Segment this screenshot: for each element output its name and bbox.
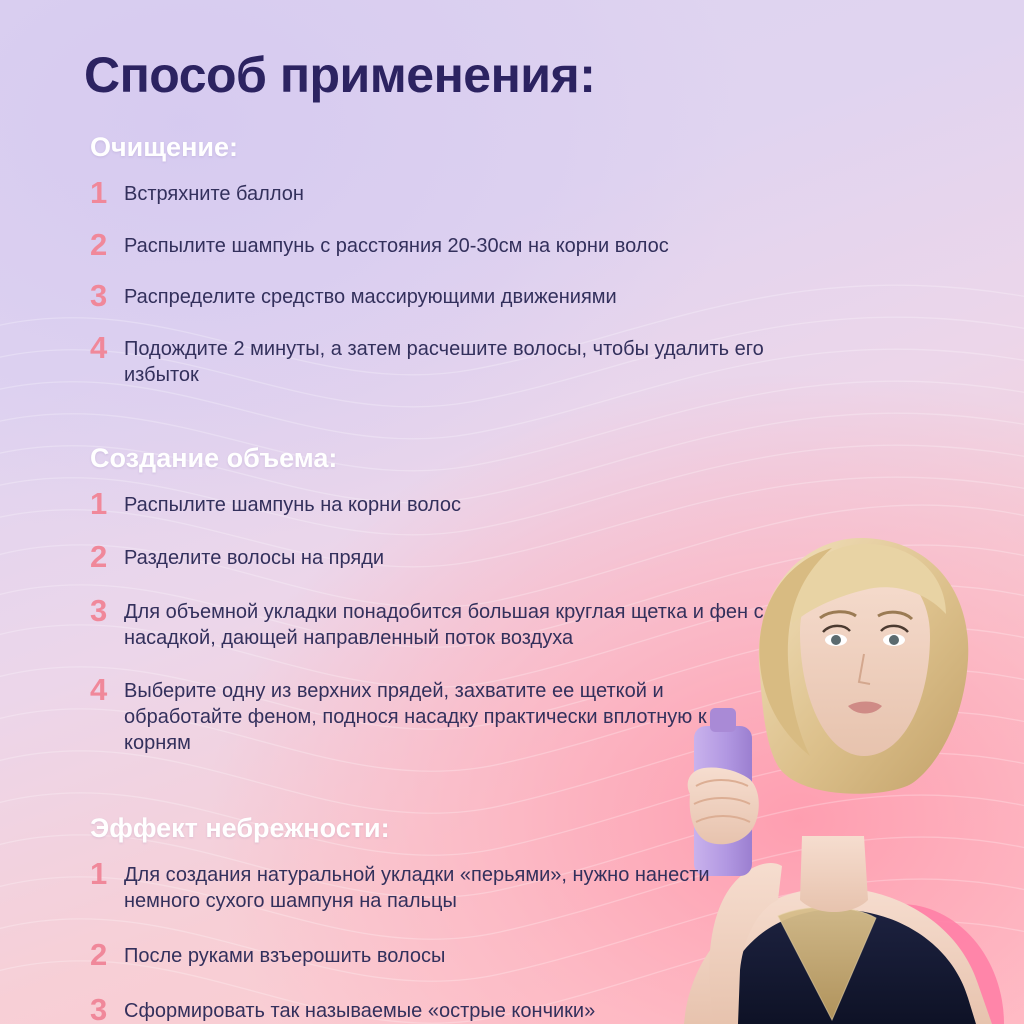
section-title-volume: Создание объема:	[90, 442, 338, 473]
step-number: 1	[90, 855, 108, 891]
section-volume	[84, 443, 968, 757]
section-messy-effect	[84, 813, 968, 1024]
step-text: Для объемной укладки понадобится большая круглая щетка и фен с насадкой, дающей направленный поток воздуха	[124, 600, 764, 650]
steps-list-volume	[84, 485, 968, 757]
steps-list-messy	[84, 855, 968, 1024]
list-item	[84, 226, 968, 262]
section-title-cleaning: Очищение:	[90, 132, 238, 162]
list-item	[84, 855, 968, 915]
step-text: Для создания натуральной укладки «перьями», нужно нанести немного сухого шампуня на пальцы	[124, 863, 710, 913]
step-number: 2	[90, 226, 108, 262]
step-number: 4	[90, 329, 108, 365]
step-number: 3	[90, 278, 108, 314]
step-number: 1	[90, 485, 108, 521]
step-text: Выберите одну из верхних прядей, захватите ее щеткой и обработайте феном, поднося насадку практически вплотную к корням	[124, 679, 707, 755]
section-cleaning	[84, 132, 968, 389]
step-number: 1	[90, 175, 108, 210]
step-text: Распылите шампунь с расстояния 20-30см на корни волос	[124, 234, 669, 257]
step-number: 3	[90, 992, 108, 1024]
step-number: 4	[90, 671, 108, 707]
step-number: 2	[90, 539, 108, 575]
list-item	[84, 541, 968, 573]
step-text: Разделите волосы на пряди	[124, 547, 385, 570]
list-item	[84, 329, 968, 389]
list-item	[84, 994, 968, 1024]
step-number: 2	[90, 936, 108, 972]
section-title-messy: Эффект небрежности:	[90, 812, 390, 843]
page-title: Способ применения:	[84, 47, 596, 103]
list-item	[84, 936, 968, 972]
step-text: Сформировать так называемые «острые кончики»	[124, 1000, 596, 1023]
steps-list-cleaning	[84, 177, 968, 389]
list-item	[84, 592, 968, 652]
list-item	[84, 280, 968, 312]
list-item	[84, 671, 968, 757]
step-text: Распределите средство массирующими движениями	[124, 286, 617, 309]
list-item	[84, 177, 968, 209]
list-item	[84, 485, 968, 521]
step-text: После руками взъерошить волосы	[124, 944, 446, 967]
step-text: Встряхните баллон	[124, 183, 304, 205]
step-number: 3	[90, 592, 108, 628]
step-text: Подождите 2 минуты, а затем расчешите волосы, чтобы удалить его избыток	[124, 337, 764, 387]
step-text: Распылите шампунь на корни волос	[124, 493, 462, 516]
